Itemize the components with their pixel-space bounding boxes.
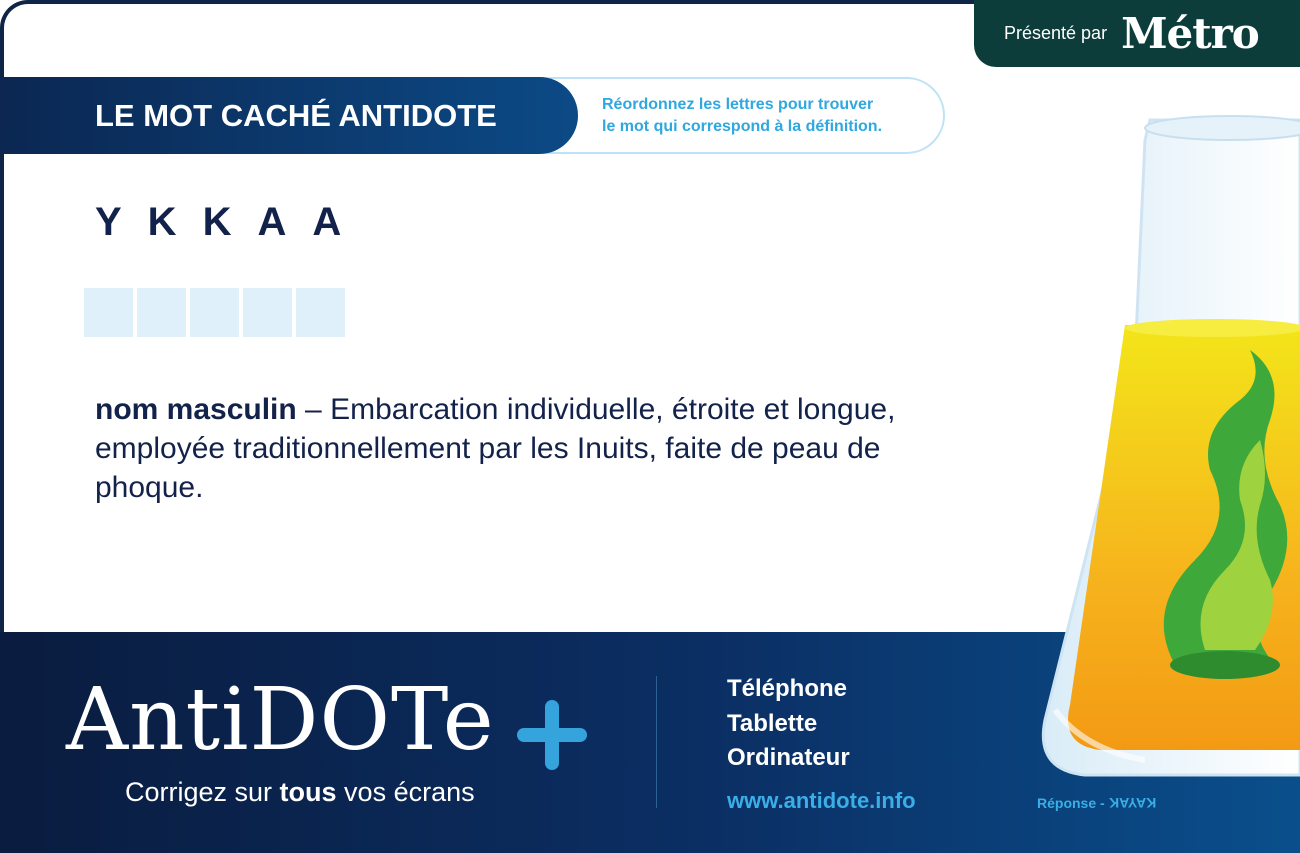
tagline-bold: tous bbox=[279, 777, 337, 807]
answer-box[interactable] bbox=[190, 288, 239, 337]
answer-note bbox=[1037, 795, 1156, 811]
flask-icon bbox=[1025, 110, 1300, 785]
tagline-post: vos écrans bbox=[336, 777, 475, 807]
device-tablet: Tablette bbox=[727, 709, 818, 737]
scrambled-letters: YKKAA bbox=[95, 200, 368, 244]
definition-category: nom masculin bbox=[95, 393, 297, 426]
device-list bbox=[727, 672, 850, 776]
answer-box[interactable] bbox=[84, 288, 133, 337]
device-phone: Téléphone bbox=[727, 675, 848, 702]
answer-label: Réponse - bbox=[1037, 795, 1109, 811]
answer-box[interactable] bbox=[243, 288, 292, 337]
answer-boxes bbox=[84, 288, 345, 337]
footer-divider bbox=[656, 676, 657, 808]
antidote-logo: AntiDOTe bbox=[66, 670, 495, 770]
answer-box[interactable] bbox=[137, 288, 186, 337]
tagline-pre: Corrigez sur bbox=[125, 777, 280, 807]
page-title: LE MOT CACHÉ ANTIDOTE bbox=[0, 77, 578, 154]
answer-box[interactable] bbox=[296, 288, 345, 337]
tagline bbox=[125, 777, 475, 808]
definition-body: Embarcation individuelle, étroite et longue, employée traditionnellement par les Inuits, faite de peau de phoque. bbox=[95, 393, 896, 504]
definition-text bbox=[95, 390, 995, 507]
metro-logo: Métro bbox=[1121, 9, 1259, 58]
device-computer: Ordinateur bbox=[727, 744, 850, 771]
instruction-line-1: Réordonnez les lettres pour trouver bbox=[602, 96, 874, 113]
definition-separator: – bbox=[296, 393, 331, 426]
sponsor-banner bbox=[974, 0, 1300, 67]
answer-value: KAYAK bbox=[1108, 795, 1156, 811]
instruction-line-2: le mot qui correspond à la définition. bbox=[602, 118, 883, 135]
plus-icon bbox=[517, 700, 587, 770]
instruction-pill bbox=[540, 77, 945, 154]
website-link[interactable]: www.antidote.info bbox=[727, 788, 916, 813]
sponsor-label: Présenté par bbox=[1004, 23, 1108, 43]
